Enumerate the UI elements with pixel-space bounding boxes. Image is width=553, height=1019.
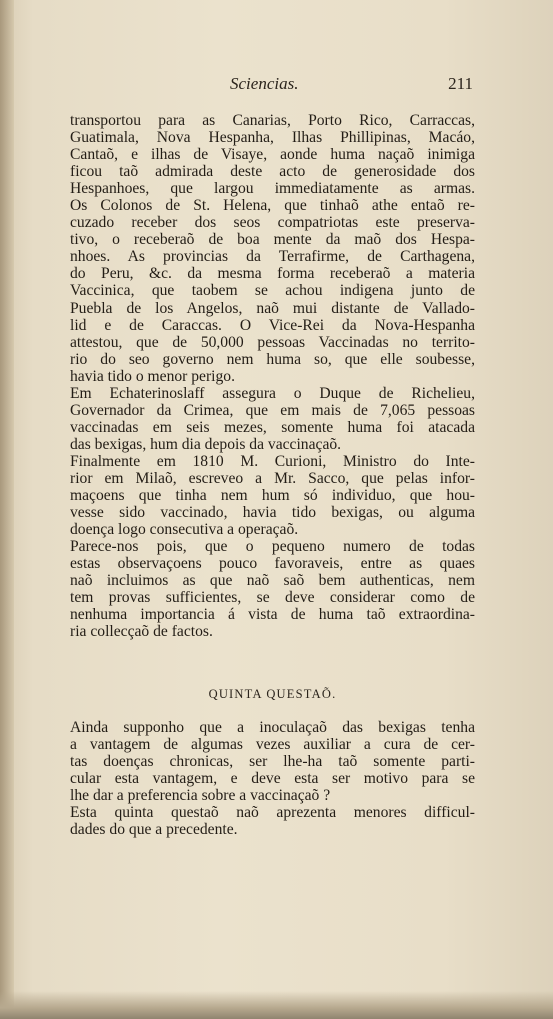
text-line: Governador da Crimea, que em mais de 7,065 pessoas xyxy=(70,401,475,419)
text-line: Vaccinica, que taobem se achou indigena junto de xyxy=(70,282,475,300)
text-line: tas doenças chronicas, ser lhe-ha taõ somente parti- xyxy=(70,753,475,771)
text-line: dades do que a precedente. xyxy=(70,821,238,839)
text-line: nhoes. As provincias da Terrafirme, de Carthagena, xyxy=(70,248,475,266)
text-line: naõ incluimos as que naõ saõ bem authenticas, nem xyxy=(70,572,475,590)
page-number: 211 xyxy=(448,74,473,93)
text-line: Esta quinta questaõ naõ aprezenta menores difficul- xyxy=(70,804,475,822)
page-gutter xyxy=(0,0,14,1019)
page-bottom-edge xyxy=(0,991,553,1019)
text-line: vaccinadas em seis mezes, somente huma foi atacada xyxy=(70,418,475,436)
text-line: lhe dar a preferencia sobre a vaccinaçaõ ? xyxy=(70,787,331,805)
text-line: a vantagem de algumas vezes auxiliar a cura de cer- xyxy=(70,736,475,754)
text-line: estas observaçoens pouco favoraveis, entre as quaes xyxy=(70,555,475,573)
text-line: Puebla de los Angelos, naõ mui distante de Vallado- xyxy=(70,299,475,317)
text-line: cuzado receber dos seos compatriotas este preserva- xyxy=(70,214,475,232)
text-line: Cantaõ, e ilhas de Visaye, aonde huma naçaõ inimiga xyxy=(70,146,475,164)
section-heading: QUINTA QUESTAÕ. xyxy=(208,687,337,701)
text-line: cular esta vantagem, e deve esta ser motivo para se xyxy=(70,770,475,788)
text-line: rior em Milaõ, escreveo a Mr. Sacco, que pelas infor- xyxy=(70,469,475,487)
text-line: Em Echaterinoslaff assegura o Duque de Richelieu, xyxy=(70,384,475,402)
text-line: Os Colonos de St. Helena, que tinhaõ athe entaõ re- xyxy=(70,197,475,215)
text-line: Guatimala, Nova Hespanha, Ilhas Phillipinas, Macáo, xyxy=(70,129,475,147)
running-title: Sciencias. xyxy=(230,74,299,93)
text-line: ria collecçaõ de factos. xyxy=(70,623,213,641)
text-line: rio do seo governo nem huma so, que elle soubesse, xyxy=(70,350,475,368)
section-text xyxy=(70,719,475,838)
text-line: ficou taõ admirada deste acto de generosidade dos xyxy=(70,163,475,181)
text-line: das bexigas, hum dia depois da vaccinaçaõ. xyxy=(70,435,342,453)
text-line: tivo, o receberaõ de boa mente da maõ dos Hespa- xyxy=(70,231,475,249)
text-line: attestou, que de 50,000 pessoas Vaccinadas no territo- xyxy=(70,333,475,351)
text-line: lid e de Caraccas. O Vice-Rei da Nova-Hespanha xyxy=(70,316,475,334)
body-text xyxy=(70,112,475,640)
text-line: do Peru, &c. da mesma forma receberaõ a materia xyxy=(70,265,475,283)
text-line: Ainda supponho que a inoculaçaõ das bexigas tenha xyxy=(70,719,475,736)
text-line: maçoens que tinha nem hum só individuo, que hou- xyxy=(70,487,475,505)
text-line: transportou para as Canarias, Porto Rico, Carraccas, xyxy=(70,112,475,129)
text-line: Finalmente em 1810 M. Curioni, Ministro do Inte- xyxy=(70,452,475,470)
text-line: havia tido o menor perigo. xyxy=(70,367,235,385)
text-line: vesse sido vaccinado, havia tido bexigas, ou alguma xyxy=(70,504,475,522)
page-header xyxy=(70,74,475,96)
text-line: Parece-nos pois, que o pequeno numero de todas xyxy=(70,538,475,556)
text-line: tem provas sufficientes, se deve considerar como de xyxy=(70,589,475,607)
text-line: doença logo consecutiva a operaçaõ. xyxy=(70,521,299,539)
text-line: Hespanhoes, que largou immediatamente as armas. xyxy=(70,180,475,198)
text-line: nenhuma importancia á vista de huma taõ extraordina- xyxy=(70,606,475,624)
